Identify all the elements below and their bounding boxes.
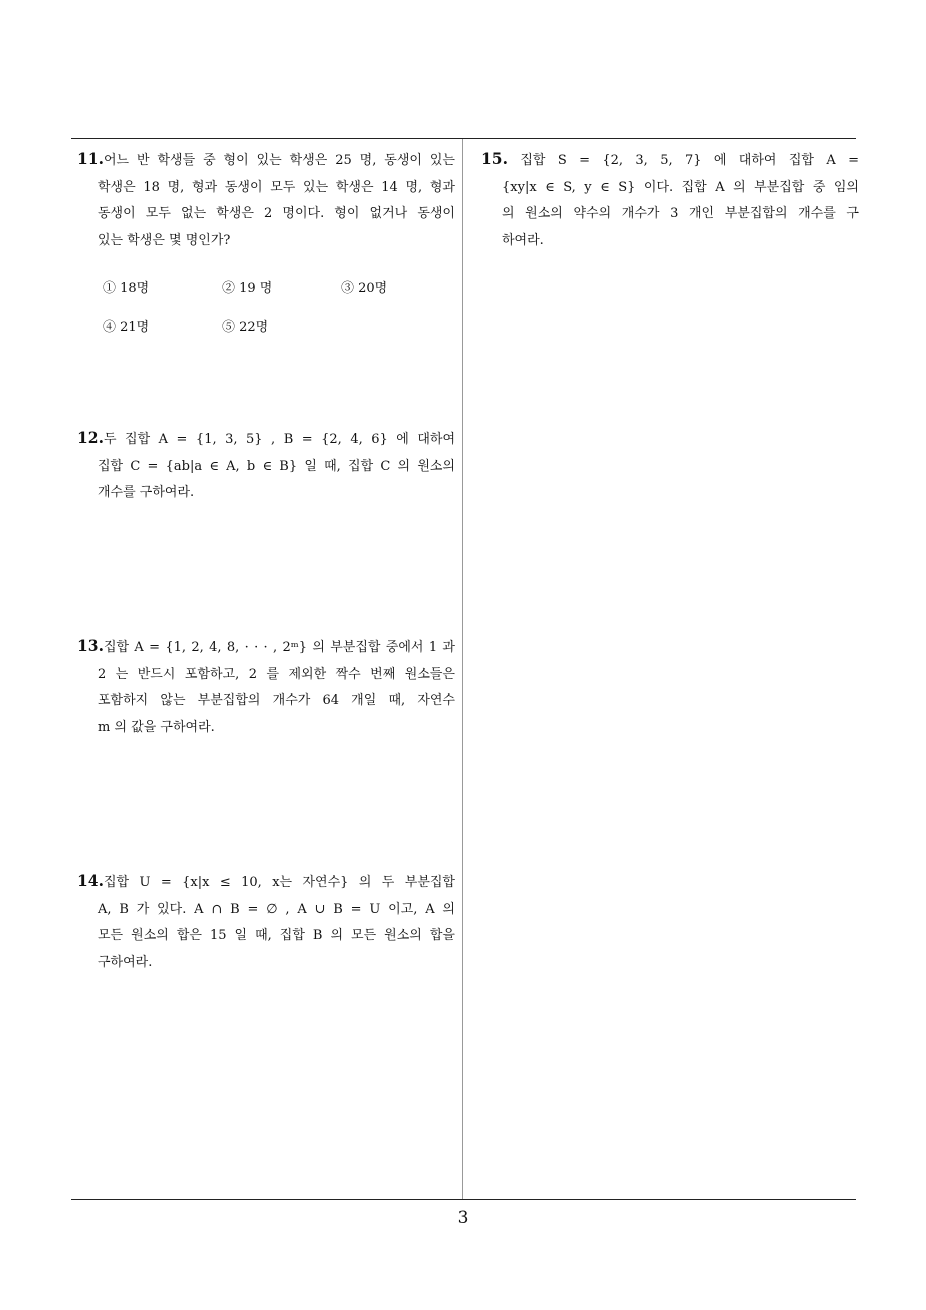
problem-15-number: 15. [481,149,508,168]
problem-11-line-1: 11.어느 반 학생들 중 형이 있는 학생은 25 명, 동생이 있는 [77,149,455,168]
problem-11-line-2: 학생은 18 명, 형과 동생이 모두 있는 학생은 14 명, 형과 [98,179,455,195]
problem-11 [77,146,455,254]
problem-14-line-1: 14.집합 U = {x|x ≤ 10, x는 자연수} 의 두 부분집합 [77,871,455,890]
problem-12 [77,425,455,507]
problem-12-number: 12. [77,428,104,447]
problem-13-line-1: 13.집합 A = {1, 2, 4, 8, · · · , 2ᵐ} 의 부분집합 중에서 1 과 [77,636,455,655]
problem-15 [481,146,859,254]
problem-15-line-3: 의 원소의 약수의 개수가 3 개인 부분집합의 개수를 구 [502,206,859,221]
top-rule [71,138,856,139]
problem-13-line-2: 2 는 반드시 포함하고, 2 를 제외한 짝수 번째 원소들은 [98,666,455,682]
column-divider [462,139,463,1199]
problem-12-line-3: 개수를 구하여라. [98,485,195,500]
problem-14-number: 14. [77,871,104,890]
problem-13-line-4: m 의 값을 구하여라. [98,719,215,735]
problem-14-line-4: 구하여라. [98,954,153,970]
bottom-rule [71,1199,856,1200]
problem-15-line-4: 하여라. [502,232,544,248]
problem-13-line-3: 포함하지 않는 부분집합의 개수가 64 개일 때, 자연수 [98,693,455,708]
page-number: 3 [457,1208,469,1228]
choice-1[interactable]: ① 18명 [103,281,150,296]
choice-3[interactable]: ③ 20명 [341,281,388,296]
problem-14-line-3: 모든 원소의 합은 15 일 때, 집합 B 의 모든 원소의 합을 [98,928,455,943]
problem-13 [77,633,455,741]
problem-11-number: 11. [77,149,104,168]
choice-4[interactable]: ④ 21명 [103,320,150,335]
problem-13-number: 13. [77,636,104,655]
problem-15-line-2: {xy|x ∈ S, y ∈ S} 이다. 집합 A 의 부분집합 중 임의 [502,179,859,195]
problem-14 [77,868,455,976]
problem-12-line-1: 12.두 집합 A = {1, 3, 5} , B = {2, 4, 6} 에 대하여 [77,428,455,447]
problem-14-line-2: A, B 가 있다. A ∩ B = ∅ , A ∪ B = U 이고, A 의 [98,901,455,917]
problem-11-line-4: 있는 학생은 몇 명인가? [98,232,231,248]
choice-2[interactable]: ② 19 명 [222,281,273,296]
problem-15-line-1: 15. 집합 S = {2, 3, 5, 7} 에 대하여 집합 A = [481,149,859,168]
choice-5[interactable]: ⑤ 22명 [222,320,269,335]
problem-11-line-3: 동생이 모두 없는 학생은 2 명이다. 형이 없거나 동생이 [98,206,455,221]
problem-12-line-2: 집합 C = {ab|a ∈ A, b ∈ B} 일 때, 집합 C 의 원소의 [98,458,455,474]
